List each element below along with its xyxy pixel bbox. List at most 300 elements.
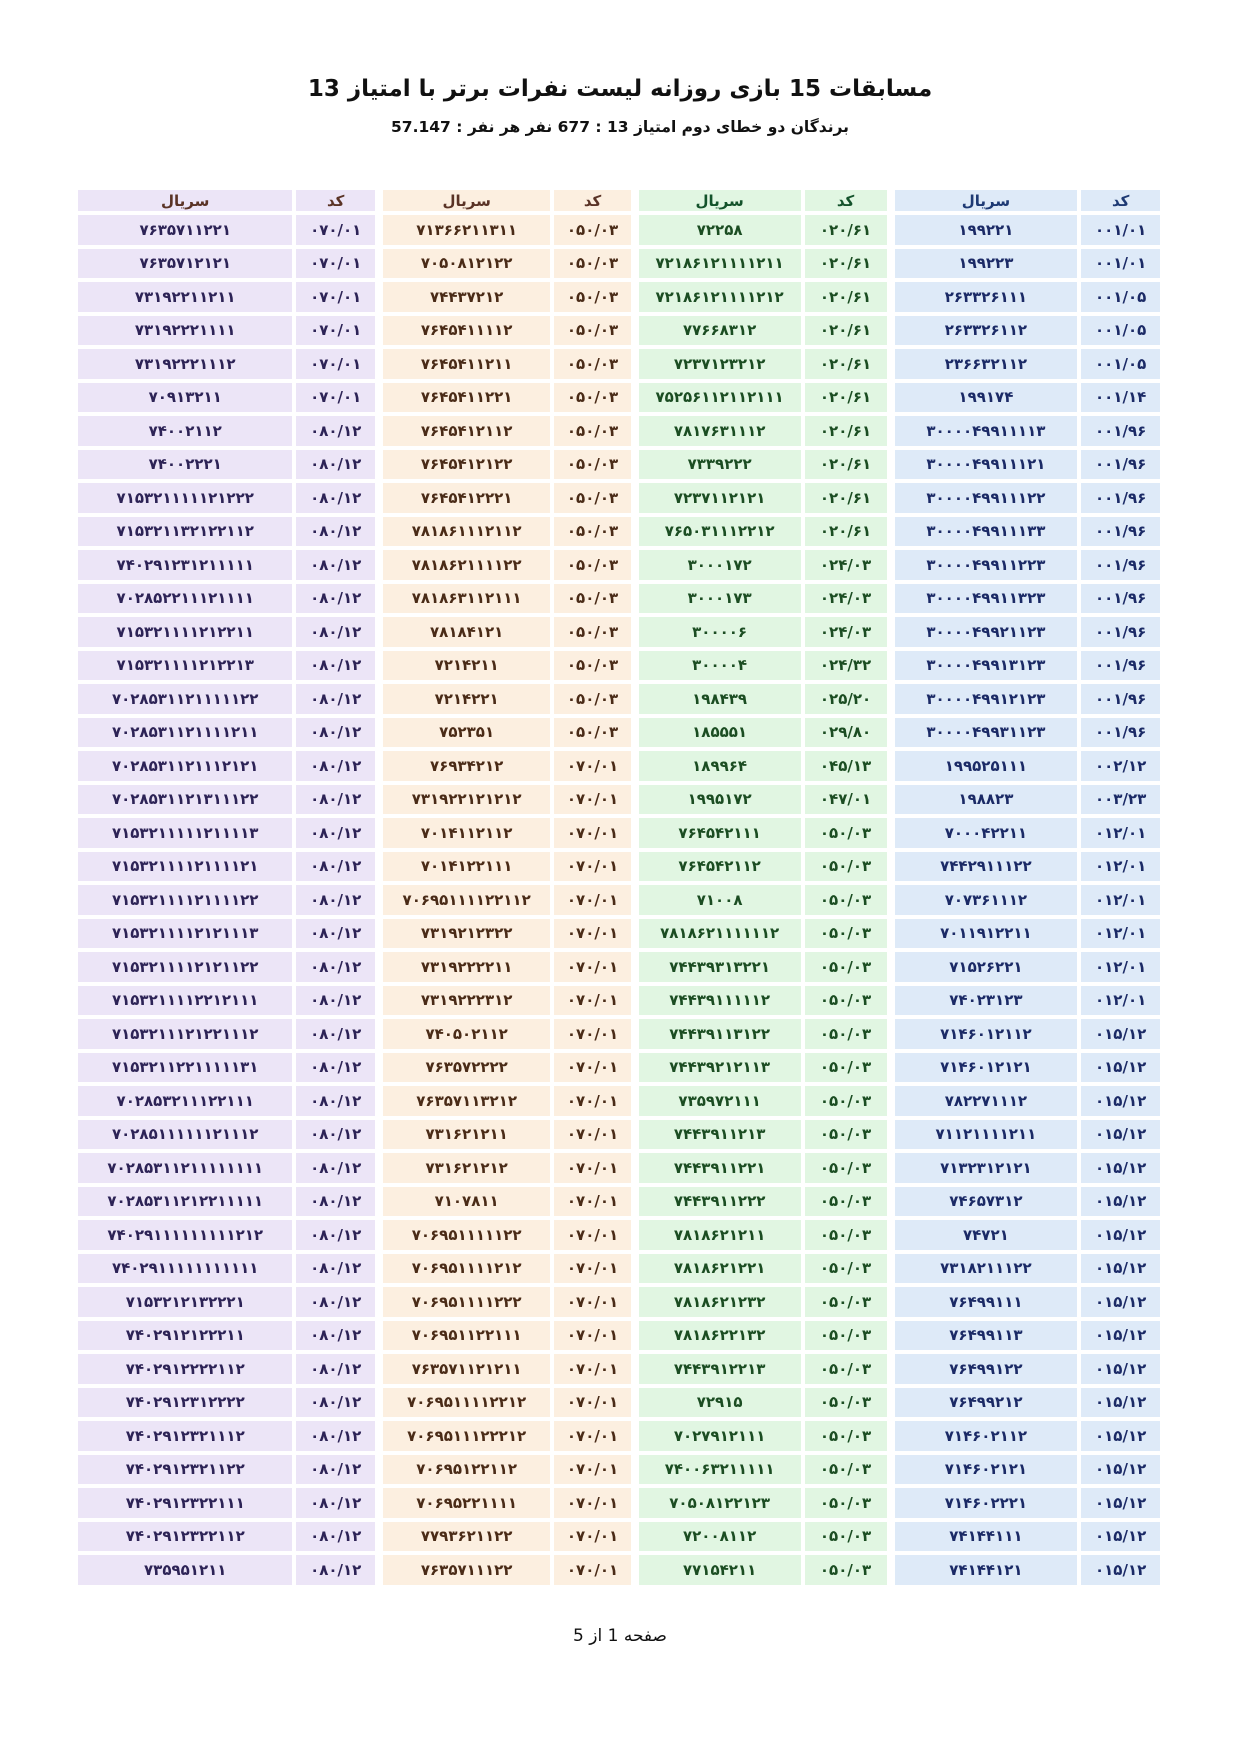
table-row — [78, 282, 375, 312]
table-row — [895, 1388, 1160, 1418]
table-row — [78, 1488, 375, 1518]
code-cell: ۰۸۰/۱۲ — [296, 919, 375, 949]
table-row — [78, 483, 375, 513]
code-cell: ۰۷۰/۰۱ — [554, 1019, 630, 1049]
serial-cell: ۷۳۱۹۲۲۱۲۱۲۱۲ — [383, 785, 550, 815]
table-row — [895, 349, 1160, 379]
code-cell: ۰۸۰/۱۲ — [296, 651, 375, 681]
code-cell: ۰۷۰/۰۱ — [554, 1555, 630, 1585]
table-row — [639, 1555, 887, 1585]
code-cell: ۰۷۰/۰۱ — [296, 349, 375, 379]
serial-cell: ۷۱۵۳۲۱۱۱۲۱۲۲۱۱۱۲ — [78, 1019, 292, 1049]
code-cell: ۰۰۱/۹۶ — [1081, 684, 1160, 714]
table-row — [639, 684, 887, 714]
code-cell: ۰۸۰/۱۲ — [296, 1287, 375, 1317]
table-row — [895, 1153, 1160, 1183]
code-cell: ۰۲۰/۶۱ — [805, 483, 887, 513]
table-row — [383, 1187, 631, 1217]
table-row — [639, 450, 887, 480]
table-row — [78, 1421, 375, 1451]
table-row — [78, 885, 375, 915]
code-column-header: کد — [1081, 190, 1160, 211]
table-row — [639, 249, 887, 279]
table-row — [383, 617, 631, 647]
table-row — [383, 785, 631, 815]
serial-cell: ۷۱۴۶۰۲۱۱۲ — [895, 1421, 1078, 1451]
serial-cell: ۷۱۵۳۲۱۲۱۳۲۲۲۱ — [78, 1287, 292, 1317]
serial-cell: ۷۳۱۹۲۲۲۳۱۲ — [383, 986, 550, 1016]
serial-cell: ۷۰۲۸۵۱۱۱۱۱۱۲۱۱۱۲ — [78, 1120, 292, 1150]
serial-cell: ۳۰۰۰۰۴۹۹۲۱۱۲۳ — [895, 617, 1078, 647]
code-cell: ۰۰۱/۹۶ — [1081, 584, 1160, 614]
serial-cell: ۷۰۱۱۹۱۲۲۱۱ — [895, 919, 1078, 949]
code-cell: ۰۱۵/۱۲ — [1081, 1053, 1160, 1083]
serial-cell: ۷۳۱۹۲۱۲۳۲۲ — [383, 919, 550, 949]
code-cell: ۰۲۰/۶۱ — [805, 383, 887, 413]
code-cell: ۰۰۱/۱۴ — [1081, 383, 1160, 413]
table-row — [639, 1053, 887, 1083]
code-cell: ۰۵۰/۰۳ — [554, 517, 630, 547]
table-row — [78, 919, 375, 949]
table-row — [895, 818, 1160, 848]
serial-cell: ۷۳۱۶۲۱۲۱۲ — [383, 1153, 550, 1183]
serial-cell: ۷۴۱۴۴۱۱۱ — [895, 1522, 1078, 1552]
code-cell: ۰۵۰/۰۳ — [805, 1321, 887, 1351]
serial-cell: ۷۶۴۹۹۱۱۱ — [895, 1287, 1078, 1317]
table-row — [383, 1488, 631, 1518]
table-row — [639, 651, 887, 681]
table-row — [383, 584, 631, 614]
table-row — [383, 249, 631, 279]
serial-cell: ۷۰۲۸۵۳۲۱۱۱۲۲۱۱۱ — [78, 1086, 292, 1116]
code-cell: ۰۷۰/۰۱ — [554, 1455, 630, 1485]
code-cell: ۰۸۰/۱۲ — [296, 1254, 375, 1284]
serial-cell: ۳۰۰۰۰۴۹۹۱۱۱۲۲ — [895, 483, 1078, 513]
serial-cell: ۷۸۲۲۷۱۱۱۲ — [895, 1086, 1078, 1116]
code-cell: ۰۵۰/۰۳ — [805, 919, 887, 949]
code-cell: ۰۵۰/۰۳ — [554, 718, 630, 748]
code-cell: ۰۵۰/۰۳ — [554, 249, 630, 279]
code-cell: ۰۱۲/۰۱ — [1081, 885, 1160, 915]
table-row — [895, 550, 1160, 580]
serial-cell: ۷۶۴۵۴۲۱۱۱ — [639, 818, 801, 848]
code-cell: ۰۸۰/۱۲ — [296, 1388, 375, 1418]
serial-cell: ۷۴۴۳۹۱۱۳۱۲۲ — [639, 1019, 801, 1049]
serial-cell: ۷۰۱۴۱۱۲۱۱۲ — [383, 818, 550, 848]
code-cell: ۰۵۰/۰۳ — [554, 316, 630, 346]
table-row — [639, 1254, 887, 1284]
code-cell: ۰۰۳/۲۳ — [1081, 785, 1160, 815]
table-row — [78, 986, 375, 1016]
table-row — [78, 517, 375, 547]
table-row — [639, 550, 887, 580]
table-row — [383, 416, 631, 446]
table-row — [639, 1321, 887, 1351]
code-cell: ۰۱۵/۱۲ — [1081, 1321, 1160, 1351]
code-cell: ۰۰۱/۹۶ — [1081, 450, 1160, 480]
serial-cell: ۱۸۵۵۵۱ — [639, 718, 801, 748]
serial-cell: ۷۳۱۹۲۲۲۱۱۱۱ — [78, 316, 292, 346]
serial-cell: ۷۶۳۵۷۱۱۲۱۲۱۱ — [383, 1354, 550, 1384]
code-cell: ۰۸۰/۱۲ — [296, 416, 375, 446]
serial-cell: ۷۱۴۶۰۲۱۲۱ — [895, 1455, 1078, 1485]
code-cell: ۰۱۵/۱۲ — [1081, 1187, 1160, 1217]
table-row — [895, 450, 1160, 480]
table-row — [639, 517, 887, 547]
table-row — [639, 919, 887, 949]
code-cell: ۰۵۰/۰۳ — [805, 818, 887, 848]
table-row — [895, 1053, 1160, 1083]
code-cell: ۰۸۰/۱۲ — [296, 1053, 375, 1083]
table-row — [639, 1153, 887, 1183]
code-cell: ۰۱۵/۱۲ — [1081, 1488, 1160, 1518]
table-row — [895, 1421, 1160, 1451]
table-row — [895, 651, 1160, 681]
serial-cell: ۲۳۶۶۳۲۱۱۲ — [895, 349, 1078, 379]
code-cell: ۰۵۰/۰۳ — [805, 1354, 887, 1384]
serial-cell: ۱۹۹۲۲۱ — [895, 215, 1078, 245]
table-row — [895, 1120, 1160, 1150]
code-cell: ۰۸۰/۱۲ — [296, 617, 375, 647]
table-row — [895, 919, 1160, 949]
serial-cell: ۷۸۱۷۶۳۱۱۱۲ — [639, 416, 801, 446]
code-cell: ۰۱۵/۱۲ — [1081, 1421, 1160, 1451]
code-cell: ۰۲۹/۸۰ — [805, 718, 887, 748]
code-cell: ۰۲۴/۰۳ — [805, 584, 887, 614]
table-row — [78, 818, 375, 848]
table-row — [383, 1287, 631, 1317]
code-cell: ۰۸۰/۱۲ — [296, 684, 375, 714]
code-cell: ۰۱۵/۱۲ — [1081, 1220, 1160, 1250]
code-cell: ۰۷۰/۰۱ — [554, 852, 630, 882]
serial-cell: ۷۶۴۹۹۲۱۲ — [895, 1388, 1078, 1418]
header-row — [383, 190, 631, 211]
code-cell: ۰۵۰/۰۳ — [805, 986, 887, 1016]
table-row — [383, 885, 631, 915]
serial-cell: ۳۰۰۰۰۴۹۹۱۳۱۲۳ — [895, 651, 1078, 681]
code-cell: ۰۰۱/۹۶ — [1081, 517, 1160, 547]
table-row — [895, 316, 1160, 346]
serial-cell: ۲۶۳۳۲۶۱۱۲ — [895, 316, 1078, 346]
serial-cell: ۷۰۹۱۳۲۱۱ — [78, 383, 292, 413]
code-cell: ۰۷۰/۰۱ — [554, 919, 630, 949]
serial-cell: ۷۶۴۵۴۱۱۲۱۱ — [383, 349, 550, 379]
table-row — [78, 1019, 375, 1049]
code-cell: ۰۸۰/۱۲ — [296, 1321, 375, 1351]
code-cell: ۰۱۵/۱۲ — [1081, 1287, 1160, 1317]
serial-cell: ۷۱۵۲۶۲۲۱ — [895, 952, 1078, 982]
code-cell: ۰۷۰/۰۱ — [554, 1254, 630, 1284]
table-row — [895, 1321, 1160, 1351]
table-row — [78, 383, 375, 413]
serial-cell: ۷۰۶۹۵۱۱۱۱۲۲۲ — [383, 1287, 550, 1317]
serial-cell: ۷۸۱۸۶۲۱۲۳۲ — [639, 1287, 801, 1317]
code-cell: ۰۷۰/۰۱ — [554, 1421, 630, 1451]
serial-cell: ۷۰۶۹۵۱۲۲۱۱۲ — [383, 1455, 550, 1485]
code-cell: ۰۵۰/۰۳ — [554, 416, 630, 446]
serial-cell: ۷۰۶۹۵۱۱۲۲۱۱۱ — [383, 1321, 550, 1351]
table-row — [78, 249, 375, 279]
table-row — [78, 1388, 375, 1418]
serial-cell: ۷۰۲۷۹۱۲۱۱۱ — [639, 1421, 801, 1451]
serial-cell: ۷۰۱۴۱۲۲۱۱۱ — [383, 852, 550, 882]
code-cell: ۰۱۲/۰۱ — [1081, 818, 1160, 848]
code-cell: ۰۸۰/۱۲ — [296, 1421, 375, 1451]
table-row — [78, 1053, 375, 1083]
table-row — [78, 215, 375, 245]
serial-cell: ۷۰۵۰۸۱۲۲۱۲۳ — [639, 1488, 801, 1518]
serial-cell: ۳۰۰۰۰۴۹۹۱۱۱۱۳ — [895, 416, 1078, 446]
code-cell: ۰۵۰/۰۳ — [805, 1287, 887, 1317]
serial-cell: ۳۰۰۰۰۴۹۹۱۱۳۲۳ — [895, 584, 1078, 614]
code-cell: ۰۵۰/۰۳ — [805, 1220, 887, 1250]
table-row — [383, 651, 631, 681]
serial-cell: ۷۳۱۸۲۱۱۱۲۲ — [895, 1254, 1078, 1284]
table-row — [78, 1254, 375, 1284]
code-cell: ۰۷۰/۰۱ — [554, 986, 630, 1016]
serial-cell: ۷۴۴۳۹۱۱۱۱۱۲ — [639, 986, 801, 1016]
code-cell: ۰۰۱/۹۶ — [1081, 651, 1160, 681]
table-row — [639, 584, 887, 614]
serial-cell: ۷۶۴۵۴۱۱۲۲۱ — [383, 383, 550, 413]
code-cell: ۰۲۴/۳۲ — [805, 651, 887, 681]
code-cell: ۰۷۰/۰۱ — [554, 1153, 630, 1183]
serial-cell: ۷۱۵۳۲۱۱۱۱۲۱۲۲۱۱ — [78, 617, 292, 647]
code-cell: ۰۷۰/۰۱ — [554, 785, 630, 815]
table-row — [78, 617, 375, 647]
serial-cell: ۷۱۵۳۲۱۱۱۱۱۲۱۱۱۱۳ — [78, 818, 292, 848]
table-row — [895, 684, 1160, 714]
table-row — [639, 1287, 887, 1317]
code-cell: ۰۸۰/۱۲ — [296, 1220, 375, 1250]
serial-cell: ۷۴۶۵۷۳۱۲ — [895, 1187, 1078, 1217]
table-row — [383, 316, 631, 346]
table-row — [383, 1220, 631, 1250]
serial-cell: ۷۲۱۴۲۲۱ — [383, 684, 550, 714]
code-cell: ۰۵۰/۰۳ — [554, 550, 630, 580]
serial-cell: ۷۶۵۰۳۱۱۱۲۲۱۲ — [639, 517, 801, 547]
table-group-2 — [635, 186, 891, 1589]
table-row — [895, 584, 1160, 614]
table-row — [895, 1522, 1160, 1552]
table-row — [383, 1120, 631, 1150]
page-subtitle: برندگان دو خطای دوم امتیاز 13 : 677 نفر هر نفر : 57.147 — [391, 118, 849, 136]
code-cell: ۰۸۰/۱۲ — [296, 852, 375, 882]
code-cell: ۰۰۱/۹۶ — [1081, 718, 1160, 748]
code-cell: ۰۵۰/۰۳ — [805, 1019, 887, 1049]
serial-cell: ۷۴۰۰۲۱۱۲ — [78, 416, 292, 446]
table-row — [78, 1187, 375, 1217]
table-row — [895, 718, 1160, 748]
code-cell: ۰۲۰/۶۱ — [805, 517, 887, 547]
serial-cell: ۳۰۰۰۰۴۹۹۱۲۱۲۳ — [895, 684, 1078, 714]
serial-cell: ۷۴۰۲۹۱۲۳۲۲۱۱۱ — [78, 1488, 292, 1518]
code-cell: ۰۷۰/۰۱ — [554, 1053, 630, 1083]
serial-cell: ۷۱۴۶۰۲۲۲۱ — [895, 1488, 1078, 1518]
table-row — [639, 617, 887, 647]
table-row — [895, 215, 1160, 245]
table-row — [383, 383, 631, 413]
serial-cell: ۷۲۰۰۸۱۱۲ — [639, 1522, 801, 1552]
serial-cell: ۷۶۴۵۴۱۱۱۱۲ — [383, 316, 550, 346]
serial-cell: ۷۰۶۹۵۱۱۱۲۲۲۱۲ — [383, 1421, 550, 1451]
serial-cell: ۷۴۰۲۹۱۲۳۱۲۱۱۱۱۱ — [78, 550, 292, 580]
serial-cell: ۷۴۰۲۳۱۲۳ — [895, 986, 1078, 1016]
serial-cell: ۷۶۳۵۷۲۲۲۲ — [383, 1053, 550, 1083]
serial-cell: ۷۱۵۳۲۱۱۱۱۲۱۲۲۱۳ — [78, 651, 292, 681]
serial-cell: ۷۳۵۹۷۲۱۱۱ — [639, 1086, 801, 1116]
code-cell: ۰۸۰/۱۲ — [296, 1522, 375, 1552]
table-row — [639, 316, 887, 346]
serial-cell: ۷۴۰۲۹۱۱۱۱۱۱۱۱۱۱۱ — [78, 1254, 292, 1284]
code-cell: ۰۷۰/۰۱ — [554, 1522, 630, 1552]
serial-cell: ۷۰۲۸۵۳۱۱۲۱۲۲۱۱۱۱۱ — [78, 1187, 292, 1217]
code-cell: ۰۸۰/۱۲ — [296, 1488, 375, 1518]
table-row — [639, 1522, 887, 1552]
serial-cell: ۳۰۰۰۰۴۹۹۱۱۲۲۳ — [895, 550, 1078, 580]
serial-cell: ۷۰۶۹۵۲۲۱۱۱۱ — [383, 1488, 550, 1518]
code-cell: ۰۵۰/۰۳ — [805, 885, 887, 915]
table-row — [639, 1421, 887, 1451]
serial-cell: ۷۱۵۳۲۱۱۱۱۲۱۲۱۱۱۳ — [78, 919, 292, 949]
serial-cell: ۷۶۴۹۹۱۱۳ — [895, 1321, 1078, 1351]
code-cell: ۰۷۰/۰۱ — [554, 885, 630, 915]
table-row — [383, 1421, 631, 1451]
code-cell: ۰۵۰/۰۳ — [805, 1153, 887, 1183]
code-cell: ۰۲۰/۶۱ — [805, 316, 887, 346]
serial-cell: ۷۶۳۵۷۱۱۳۲۱۲ — [383, 1086, 550, 1116]
code-cell: ۰۲۴/۰۳ — [805, 550, 887, 580]
serial-cell: ۷۱۰۷۸۱۱ — [383, 1187, 550, 1217]
serial-cell: ۳۰۰۰۰۴۹۹۱۱۱۳۳ — [895, 517, 1078, 547]
code-cell: ۰۰۲/۱۲ — [1081, 751, 1160, 781]
table-row — [383, 1153, 631, 1183]
table-row — [639, 483, 887, 513]
table-row — [895, 1488, 1160, 1518]
code-cell: ۰۷۰/۰۱ — [554, 1388, 630, 1418]
code-cell: ۰۸۰/۱۲ — [296, 1555, 375, 1585]
code-column-header: کد — [554, 190, 630, 211]
code-cell: ۰۸۰/۱۲ — [296, 718, 375, 748]
code-cell: ۰۵۰/۰۳ — [554, 282, 630, 312]
table-row — [895, 885, 1160, 915]
serial-cell: ۷۶۴۵۴۲۱۱۲ — [639, 852, 801, 882]
table-row — [78, 1555, 375, 1585]
table-row — [383, 818, 631, 848]
code-cell: ۰۸۰/۱۲ — [296, 785, 375, 815]
table-row — [383, 1455, 631, 1485]
table-row — [639, 1019, 887, 1049]
code-cell: ۰۵۰/۰۳ — [805, 1086, 887, 1116]
table-row — [383, 1086, 631, 1116]
serial-cell: ۷۶۴۵۴۱۲۱۱۲ — [383, 416, 550, 446]
serial-cell: ۷۰۶۹۵۱۱۱۱۱۲۲ — [383, 1220, 550, 1250]
table-row — [895, 1086, 1160, 1116]
table-row — [383, 483, 631, 513]
serial-cell: ۳۰۰۰۱۷۲ — [639, 550, 801, 580]
header-row — [639, 190, 887, 211]
serial-cell: ۷۰۲۸۵۳۱۱۲۱۳۱۱۱۲۲ — [78, 785, 292, 815]
table-row — [383, 684, 631, 714]
code-cell: ۰۸۰/۱۲ — [296, 584, 375, 614]
table-row — [383, 1354, 631, 1384]
code-cell: ۰۷۰/۰۱ — [296, 215, 375, 245]
code-cell: ۰۵۰/۰۳ — [554, 383, 630, 413]
code-cell: ۰۵۰/۰۳ — [805, 1053, 887, 1083]
table-group-1 — [891, 186, 1164, 1589]
serial-cell: ۷۰۲۸۵۲۲۱۱۱۲۱۱۱۱ — [78, 584, 292, 614]
serial-cell: ۷۱۵۳۲۱۱۱۱۲۱۱۱۱۲۱ — [78, 852, 292, 882]
table-row — [78, 1354, 375, 1384]
code-cell: ۰۷۰/۰۱ — [554, 1488, 630, 1518]
code-cell: ۰۷۰/۰۱ — [554, 1354, 630, 1384]
serial-cell: ۱۹۹۵۱۷۲ — [639, 785, 801, 815]
code-cell: ۰۸۰/۱۲ — [296, 885, 375, 915]
table-row — [383, 1522, 631, 1552]
code-cell: ۰۱۵/۱۲ — [1081, 1254, 1160, 1284]
code-column-header: کد — [805, 190, 887, 211]
serial-cell: ۷۰۷۳۶۱۱۱۲ — [895, 885, 1078, 915]
code-cell: ۰۰۱/۰۱ — [1081, 249, 1160, 279]
serial-cell: ۷۳۵۹۵۱۲۱۱ — [78, 1555, 292, 1585]
table-row — [639, 349, 887, 379]
table-row — [78, 1522, 375, 1552]
table-row — [639, 751, 887, 781]
code-cell: ۰۵۰/۰۳ — [554, 684, 630, 714]
code-cell: ۰۵۰/۰۳ — [805, 1187, 887, 1217]
serial-cell: ۷۱۵۳۲۱۱۱۱۲۱۱۱۱۲۲ — [78, 885, 292, 915]
table-row — [639, 852, 887, 882]
table-row — [895, 483, 1160, 513]
table-row — [639, 282, 887, 312]
code-cell: ۰۸۰/۱۲ — [296, 1086, 375, 1116]
serial-cell: ۷۴۴۳۹۱۱۲۱۳ — [639, 1120, 801, 1150]
code-cell: ۰۵۰/۰۳ — [805, 952, 887, 982]
code-cell: ۰۰۱/۰۵ — [1081, 349, 1160, 379]
code-cell: ۰۷۰/۰۱ — [554, 751, 630, 781]
code-cell: ۰۷۰/۰۱ — [554, 1287, 630, 1317]
serial-cell: ۷۴۰۰۲۲۲۱ — [78, 450, 292, 480]
serial-cell: ۷۱۳۲۳۱۲۱۲۱ — [895, 1153, 1078, 1183]
serial-cell: ۷۸۱۸۴۱۲۱ — [383, 617, 550, 647]
code-cell: ۰۵۰/۰۳ — [805, 1522, 887, 1552]
table-row — [78, 316, 375, 346]
serial-cell: ۷۰۵۰۸۱۲۱۲۲ — [383, 249, 550, 279]
code-cell: ۰۸۰/۱۲ — [296, 450, 375, 480]
code-cell: ۰۲۰/۶۱ — [805, 416, 887, 446]
serial-cell: ۷۱۳۶۶۲۱۱۳۱۱ — [383, 215, 550, 245]
table-row — [639, 1220, 887, 1250]
table-row — [639, 1354, 887, 1384]
serial-cell: ۷۳۱۶۲۱۲۱۱ — [383, 1120, 550, 1150]
table-row — [78, 450, 375, 480]
table-row — [895, 1019, 1160, 1049]
code-cell: ۰۸۰/۱۲ — [296, 986, 375, 1016]
table-row — [383, 1321, 631, 1351]
serial-cell: ۷۰۶۹۵۱۱۱۱۲۲۱۱۲ — [383, 885, 550, 915]
table-row — [895, 1555, 1160, 1585]
serial-cell: ۷۴۰۲۹۱۲۳۲۱۱۱۲ — [78, 1421, 292, 1451]
serial-cell: ۷۴۴۳۹۱۱۲۲۲ — [639, 1187, 801, 1217]
code-cell: ۰۱۲/۰۱ — [1081, 986, 1160, 1016]
code-cell: ۰۱۵/۱۲ — [1081, 1555, 1160, 1585]
page-number: صفحه 1 از 5 — [573, 1626, 667, 1646]
table-row — [895, 282, 1160, 312]
serial-cell: ۷۴۰۲۹۱۲۳۲۲۱۱۲ — [78, 1522, 292, 1552]
serial-cell: ۷۴۴۳۹۱۲۲۱۳ — [639, 1354, 801, 1384]
code-cell: ۰۵۰/۰۳ — [554, 483, 630, 513]
code-cell: ۰۰۱/۹۶ — [1081, 617, 1160, 647]
